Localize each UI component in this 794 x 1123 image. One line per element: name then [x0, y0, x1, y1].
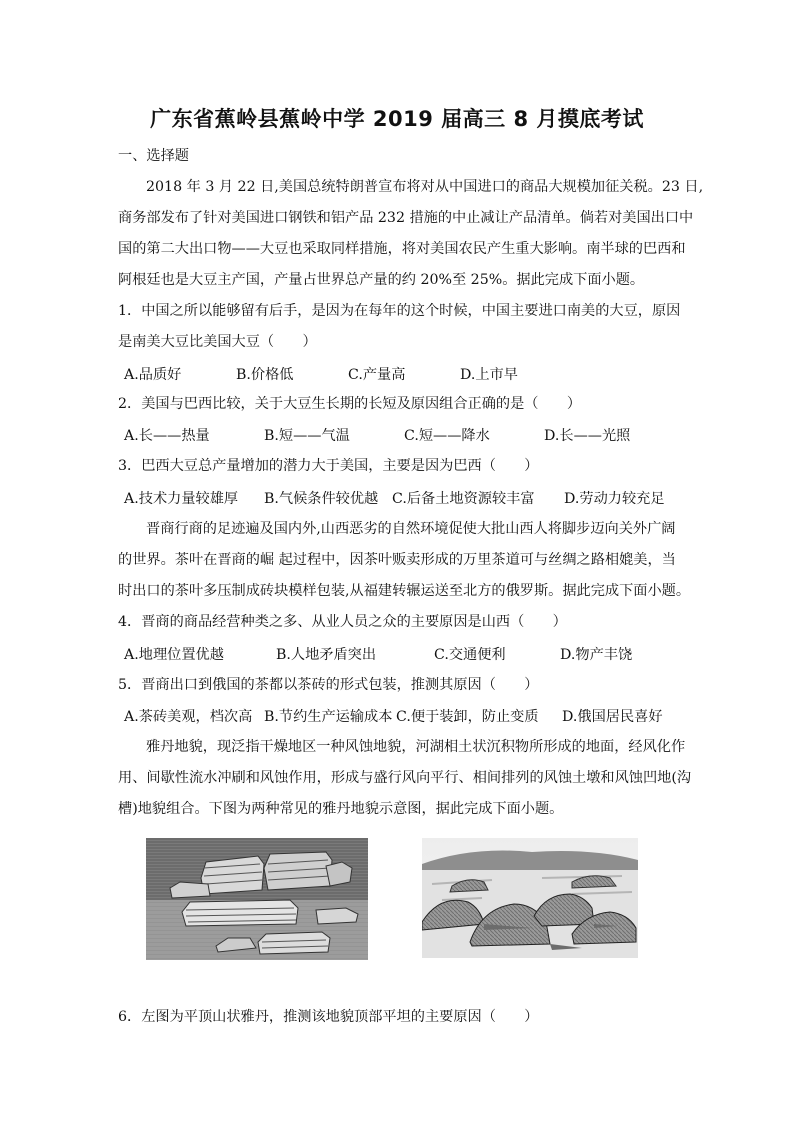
option-b: B.短——气温	[264, 428, 350, 444]
passage2-line: 时出口的茶叶多压制成砖块模样包装,从福建转辗运送至北方的俄罗斯。据此完成下面小题。	[118, 583, 691, 599]
passage3-line: 雅丹地貌，现泛指干燥地区一种风蚀地貌，河湖相土状沉积物所形成的地面，经风化作	[146, 739, 686, 755]
passage1-line: 2018 年 3 月 22 日,美国总统特朗普宣布将对从中国进口的商品大规模加征关税。23 日,	[146, 179, 704, 195]
option-d: D.物产丰饶	[560, 647, 633, 663]
option-d: D.上市早	[460, 367, 518, 383]
passage3-line: 槽)地貌组合。下图为两种常见的雅丹地貌示意图，据此完成下面小题。	[118, 801, 564, 817]
question-stem: 2．美国与巴西比较，关于大豆生长期的长短及原因组合正确的是（ ）	[118, 396, 582, 412]
mesa-yardang-figure	[146, 838, 368, 960]
mesa-yardang-illustration	[146, 838, 368, 960]
option-b: B.节约生产运输成本	[264, 709, 393, 725]
option-row	[124, 488, 684, 508]
question-stem: 1．中国之所以能够留有后手，是因为在每年的这个时候，中国主要进口南美的大豆，原因	[118, 303, 681, 319]
option-c: C.便于装卸，防止变质	[396, 709, 539, 725]
option-c: C.短——降水	[404, 428, 490, 444]
option-b: B.人地矛盾突出	[276, 647, 377, 663]
question-stem: 是南美大豆比美国大豆（ ）	[118, 334, 317, 350]
passage2-line: 的世界。茶叶在晋商的崛 起过程中，因茶叶贩卖形成的万里茶道可与丝绸之路相媲美，当	[118, 552, 676, 568]
passage1-line: 国的第二大出口物——大豆也采取同样措施，将对美国农民产生重大影响。南半球的巴西和	[118, 241, 686, 257]
option-a: A.地理位置优越	[124, 647, 224, 663]
passage3-line: 用、间歇性流水冲刷和风蚀作用，形成与盛行风向平行、相间排列的风蚀土墩和风蚀凹地(沟	[118, 770, 692, 786]
whaleback-yardang-figure	[422, 838, 638, 958]
question-stem: 5．晋商出口到俄国的茶都以茶砖的形式包装，推测其原因（ ）	[118, 677, 539, 693]
whaleback-yardang-illustration	[422, 838, 638, 958]
question-stem: 3．巴西大豆总产量增加的潜力大于美国，主要是因为巴西（ ）	[118, 458, 539, 474]
option-d: D.俄国居民喜好	[562, 709, 663, 725]
section-heading: 一、选择题	[118, 148, 189, 164]
question-stem: 4．晋商的商品经营种类之多、从业人员之众的主要原因是山西（ ）	[118, 614, 567, 630]
option-c: C.后备土地资源较丰富	[392, 491, 535, 507]
option-row	[124, 644, 684, 664]
option-d: D.劳动力较充足	[564, 491, 665, 507]
option-b: B.价格低	[236, 367, 294, 383]
passage1-line: 商务部发布了针对美国进口钢铁和铝产品 232 措施的中止减让产品清单。倘若对美国出口中	[118, 210, 694, 226]
option-d: D.长——光照	[544, 428, 631, 444]
option-a: A.茶砖美观，档次高	[124, 709, 253, 725]
passage1-line: 阿根廷也是大豆主产国，产量占世界总产量的约 20%至 25%。据此完成下面小题。	[118, 272, 645, 288]
option-c: C.交通便利	[434, 647, 506, 663]
option-row	[124, 706, 684, 726]
option-row	[124, 364, 684, 384]
passage2-line: 晋商行商的足迹遍及国内外,山西恶劣的自然环境促使大批山西人将脚步迈向关外广阔	[146, 521, 676, 537]
option-b: B.气候条件较优越	[264, 491, 379, 507]
option-a: A.品质好	[124, 367, 182, 383]
option-row	[124, 425, 684, 445]
option-a: A.技术力量较雄厚	[124, 491, 239, 507]
page-title: 广东省蕉岭县蕉岭中学 2019 届高三 8 月摸底考试	[150, 107, 644, 131]
question-stem: 6．左图为平顶山状雅丹，推测该地貌顶部平坦的主要原因（ ）	[118, 1009, 539, 1025]
option-c: C.产量高	[348, 367, 406, 383]
option-a: A.长——热量	[124, 428, 210, 444]
